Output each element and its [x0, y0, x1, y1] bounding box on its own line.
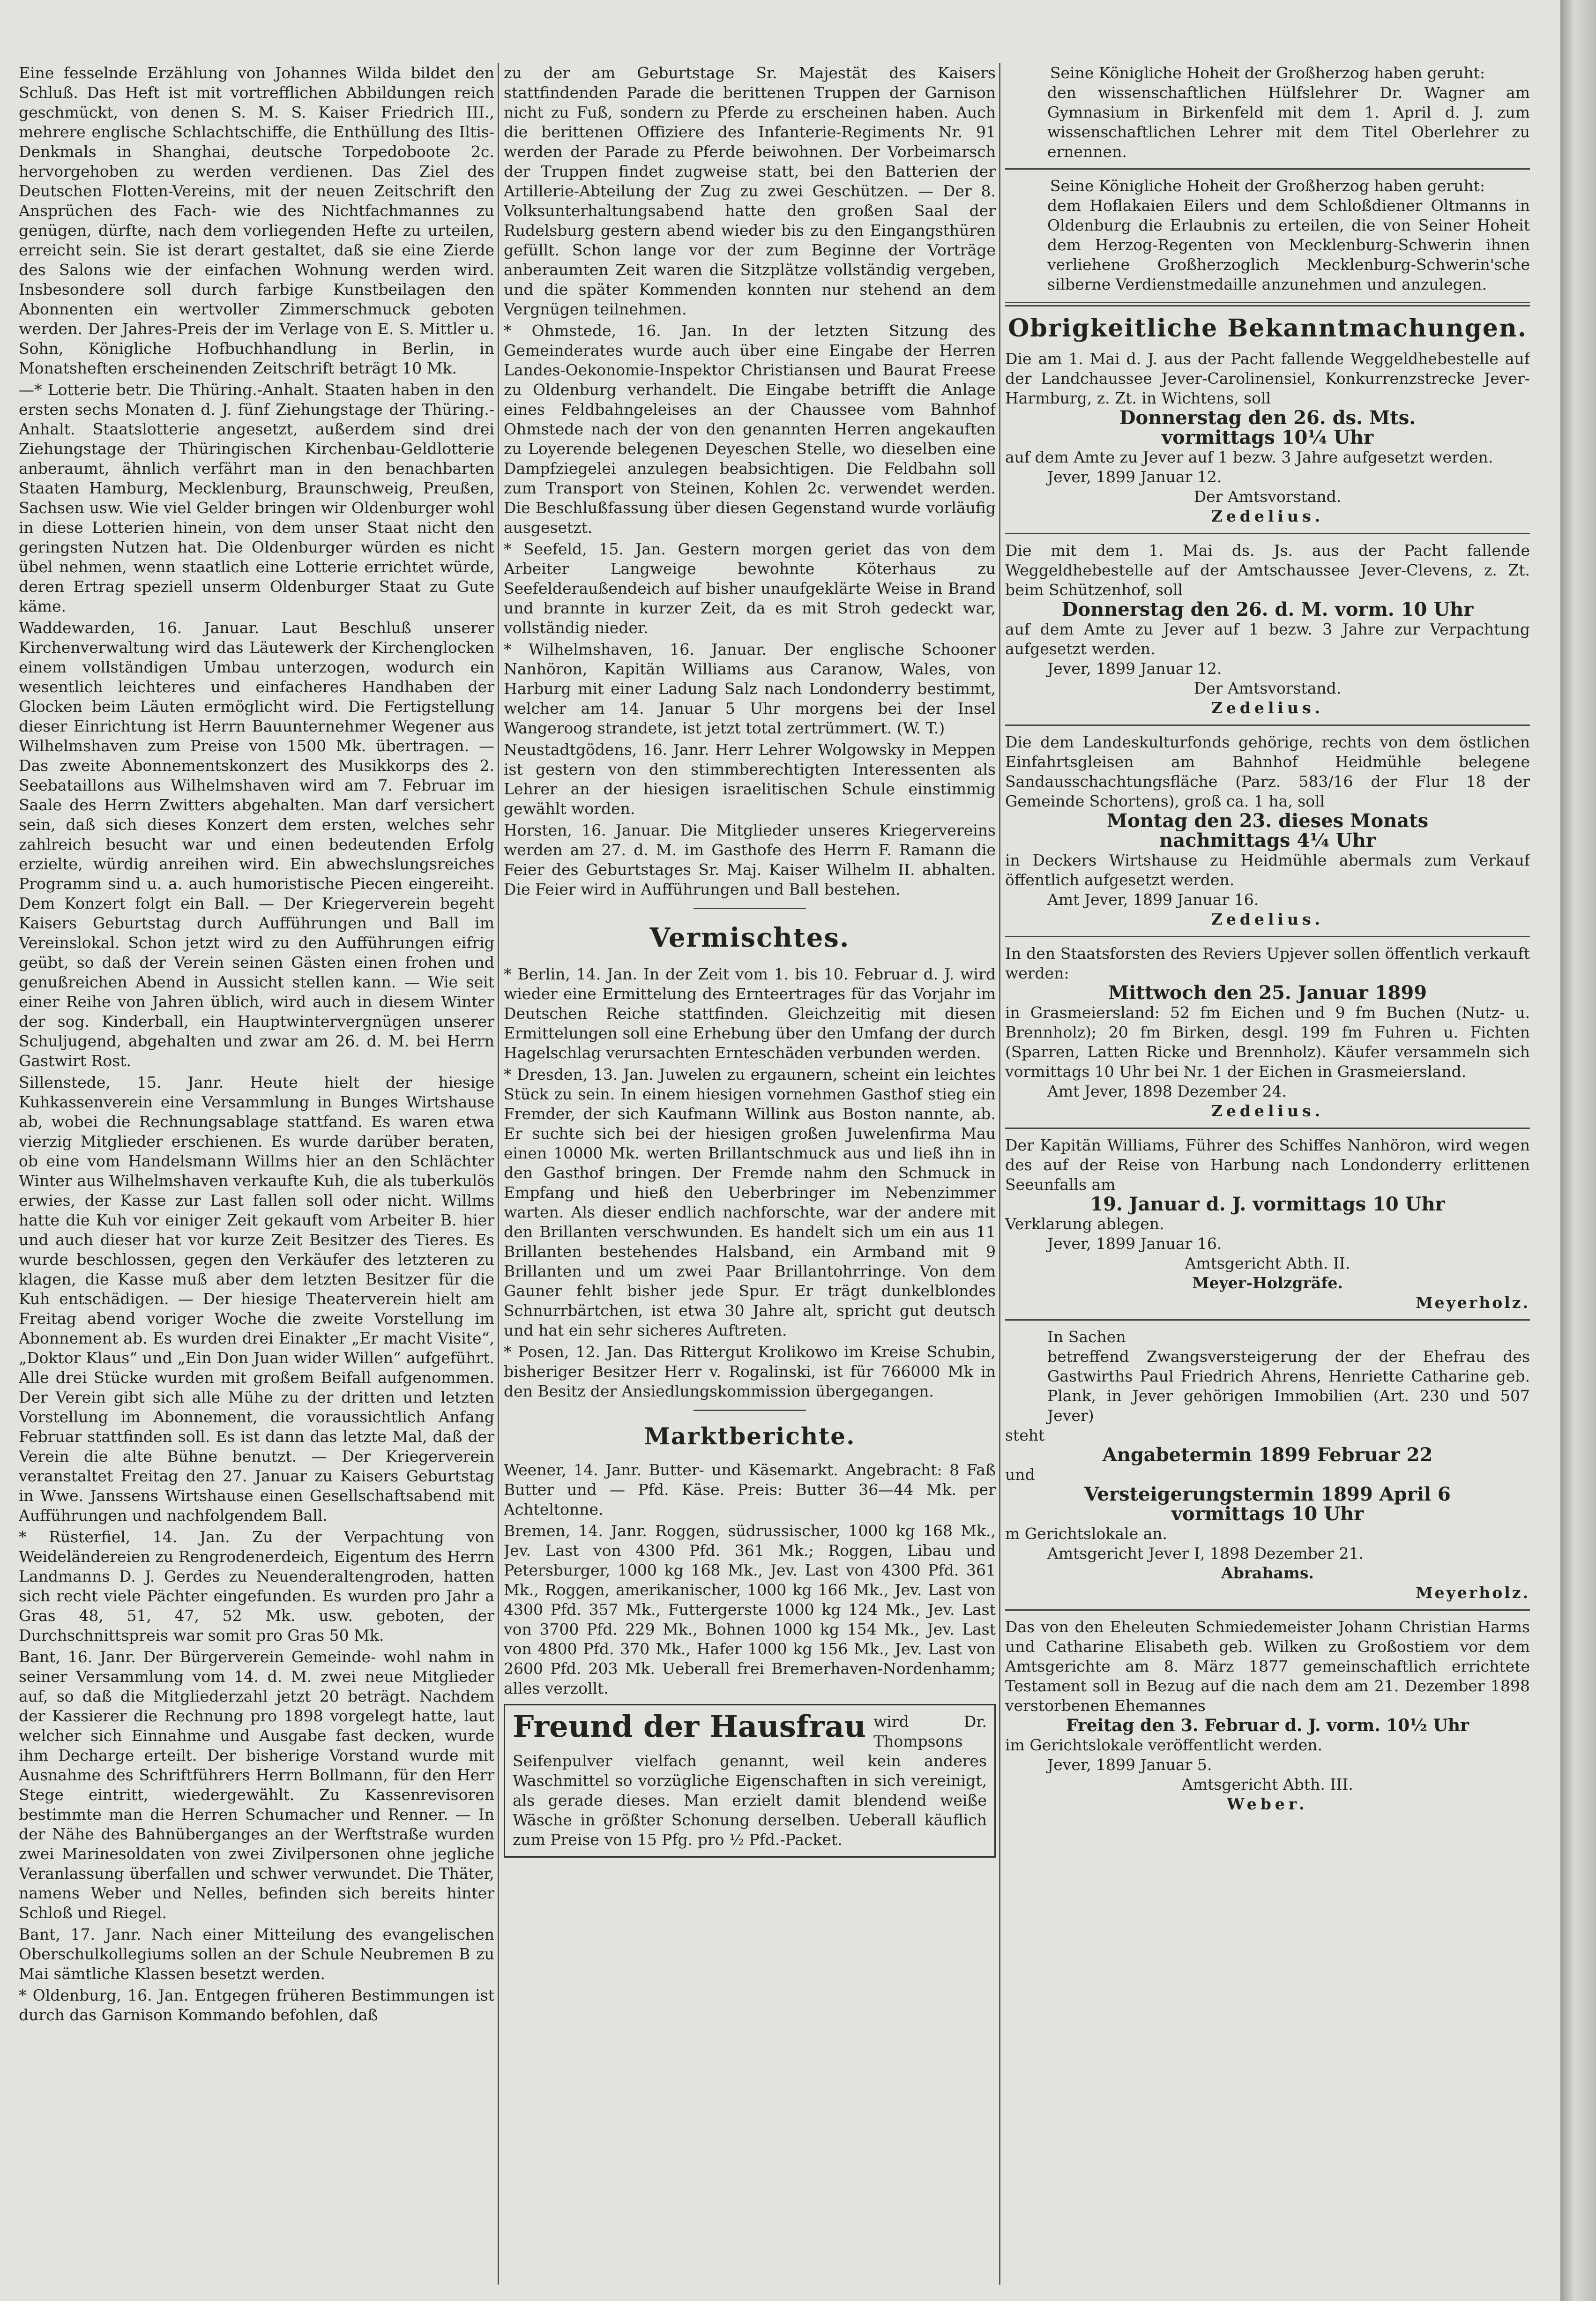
- notice-weggeld-1: [1005, 349, 1530, 526]
- notice-forest-sale: [1005, 944, 1530, 1121]
- section-divider: [694, 1410, 806, 1411]
- notice-rest: Verklarung ablegen.: [1005, 1215, 1164, 1233]
- notice-place: Amtsgericht Jever I, 1898 Dezember 21.: [1047, 1544, 1364, 1562]
- advertisement-box: [504, 1704, 996, 1858]
- notice-text: Die am 1. Mai d. J. aus der Pacht fallende Weggeldhebestelle auf der Landchaussee Jever-Carolinensiel, Konkurrenzstrecke Jever-Harmburg, z. Zt. in Wichtens, soll: [1005, 350, 1530, 407]
- notice-office: Der Amtsvorstand.: [1193, 487, 1342, 506]
- notice-name: Abrahams.: [1221, 1564, 1314, 1582]
- notice-text: In den Staatsforsten des Reviers Upjever sollen öffentlich verkauft werden:: [1005, 944, 1530, 982]
- notice-signature: Meyerholz.: [1416, 1584, 1530, 1602]
- notice-appointment: [1005, 63, 1530, 162]
- article-paragraph: * Berlin, 14. Jan. In der Zeit vom 1. bis 10. Februar d. J. wird wieder eine Ermittelung des Ernteertrages für das Vorjahr im Deutschen Reiche stattfinden. Gleichzeitig mit diesen Ermittelungen soll eine Erhebung über den Umfang der durch Hagelschlag verursachten Ernteschäden verbunden werden.: [504, 965, 996, 1062]
- page-edge: [1560, 0, 1596, 2301]
- notice-divider: [1005, 533, 1530, 534]
- notice-place: Amt Jever, 1898 Dezember 24.: [1047, 1082, 1287, 1100]
- notice-rest: m Gerichtslokale an.: [1005, 1524, 1168, 1543]
- advertisement-text: wird Dr. Thompsons Seifenpulver vielfach genannt, weil kein anderes Waschmittel so vorzügliche Eigenschaften in sich vereinigt, als gerade dieses. Man erzielt damit blendend weiße Wäsche in größter Schonung derselben. Ueberall käuflich zum Preise von 15 Pfg. pro ½ Pfd.-Packet.: [513, 1712, 987, 1849]
- column-divider: [498, 63, 499, 2285]
- notice-auction: [1005, 1327, 1530, 1603]
- notice-steht: steht: [1005, 1426, 1045, 1444]
- article-paragraph: Bant, 17. Janr. Nach einer Mitteilung des evangelischen Oberschulkollegiums sollen an der Schule Neubremen B zu Mai sämtliche Klassen besetzt werden.: [19, 1925, 494, 1983]
- notice-signature: Weber.: [1227, 1795, 1308, 1813]
- notice-place: Jever, 1899 Januar 16.: [1047, 1234, 1222, 1253]
- notice-date: Donnerstag den 26. ds. Mts.: [1119, 407, 1416, 429]
- section-title-marktberichte: Marktberichte.: [644, 1422, 856, 1450]
- column-1: [19, 63, 494, 2285]
- notice-office: Amtsgericht Abth. II.: [1185, 1254, 1350, 1272]
- article-paragraph: Neustadtgödens, 16. Janr. Herr Lehrer Wolgowsky in Meppen ist gestern von den stimmberechtigten Interessenten als Lehrer an der hiesigen israelitischen Schule einstimmig gewählt worden.: [504, 740, 996, 818]
- notice-signature: Zedelius.: [1211, 507, 1324, 525]
- article-paragraph: Waddewarden, 16. Januar. Laut Beschluß unserer Kirchenverwaltung wird das Läutewerk der Kirchenglocken einem vollständigen Umbau unterzogen, wodurch ein wesentlich leichteres und einfacheres Handhaben der Glocken beim Läuten ermöglicht wird. Die Fertigstellung dieser Einrichtung ist Herrn Bauunternehmer Wegener aus Wilhelmshaven zum Preise von 1500 Mk. übertragen. — Das zweite Abonnementskonzert des Musikkorps des 2. Seebataillons aus Wilhelmshaven wird am 7. Februar im Saale des Herrn Zwitters abgehalten. Man darf versichert sein, daß sich dieses Konzert dem ersten, welches sehr zahlreich besucht war und einen bedeutenden Erfolg erzielte, würdig anreihen wird. Ein abwechslungsreiches Programm sind u. a. auch humoristische Piecen eingereiht. Dem Konzert folgt ein Ball. — Der Kriegerverein begeht Kaisers Geburtstag durch Aufführungen und Ball im Vereinslokal. Schon jetzt wird zu den Aufführungen eifrig geübt, so daß der Verein seinen Gästen einen frohen und genußreichen Abend in Aussicht stellen kann. — Wie seit einer Reihe von Jahren üblich, wird auch in diesem Winter der sog. Kinderball, ein Hauptwintervergnügen unserer Schuljugend, abgehalten und zwar am 26. d. M. bei Herrn Gastwirt Rost.: [19, 619, 494, 1070]
- notice-office: Amtsgericht Abth. III.: [1182, 1775, 1353, 1793]
- notice-body: den wissenschaftlichen Hülfslehrer Dr. Wagner am Gymnasium in Birkenfeld mit dem 1. April d. J. zum wissenschaftlichen Lehrer mit dem Titel Oberlehrer zu ernennen.: [1047, 83, 1530, 161]
- notice-text: Die dem Landeskulturfonds gehörige, rechts von dem östlichen Einfahrtsgleisen am Bahnhof Heidmühle belegene Sandausschachtungsfläche (Parz. 583/16 der Flur 18 der Gemeinde Schortens), groß ca. 1 ha, soll: [1005, 733, 1530, 810]
- notice-heading: Seine Königliche Hoheit der Großherzog haben geruht:: [1050, 64, 1485, 82]
- notice-signature: Zedelius.: [1211, 699, 1324, 717]
- notice-date: Donnerstag den 26. d. M. vorm. 10 Uhr: [1061, 598, 1474, 620]
- notice-captain: [1005, 1136, 1530, 1313]
- notice-divider: [1005, 168, 1530, 170]
- section-divider: [1005, 302, 1530, 306]
- notice-place: Amt Jever, 1899 Januar 16.: [1047, 890, 1259, 909]
- article-paragraph: * Seefeld, 15. Jan. Gestern morgen geriet das von dem Arbeiter Langweige bewohnte Köterhaus zu Seefelderaußendeich auf bisher unaufgeklärte Weise in Brand und brannte in kurzer Zeit, da es mit Stroh gedeckt war, vollständig nieder.: [504, 540, 996, 637]
- article-paragraph: —* Lotterie betr. Die Thüring.-Anhalt. Staaten haben in den ersten sechs Monaten d. J. fünf Ziehungstage der Thüring.-Anhalt. Staatslotterie angesetzt, außerdem sind drei Ziehungstage der Thüringischen Kirchenbau-Geldlotterie anberaumt, ähnlich verfährt man in den benachbarten Staaten Hamburg, Mecklenburg, Braunschweig, Preußen, Sachsen usw. Wie viel Gelder bringen wir Oldenburger wohl in diese Lotterien hinein, von dem unser Staat nicht den geringsten Nutzen hat. Die Oldenburger würden es nicht übel nehmen, wenn staatlich eine Lotterie errichtet würde, deren Ertrag speziell unserm Oldenburger Staat zu Gute käme.: [19, 381, 494, 615]
- notice-divider: [1005, 1319, 1530, 1321]
- notice-text: betreffend Zwangsversteigerung der der Ehefrau des Gastwirths Paul Friedrich Ahrens, Henriette Catharine geb. Plank, in Jever gehörigen Immobilien (Art. 230 und 507 Jever): [1047, 1347, 1530, 1425]
- notice-signature: Meyerholz.: [1416, 1293, 1530, 1312]
- notice-rest: in Grasmeiersland: 52 fm Eichen und 9 fm Buchen (Nutz- u. Brennholz); 20 fm Birken, desgl. 199 fm Fuhren u. Fichten (Sparren, Latten Ricke und Brennholz). Käufer versammeln sich vormittags 10 Uhr bei Nr. 1 der Eichen in Grasmeiersland.: [1005, 1003, 1530, 1081]
- notice-date: Angabetermin 1899 Februar 22: [1102, 1444, 1433, 1466]
- notice-date: 19. Januar d. J. vormittags 10 Uhr: [1090, 1193, 1445, 1215]
- notice-testament: [1005, 1617, 1530, 1814]
- notice-place: Jever, 1899 Januar 12.: [1047, 468, 1222, 486]
- notice-date: Freitag den 3. Februar d. J. vorm. 10½ Uhr: [1066, 1716, 1469, 1735]
- article-paragraph: * Oldenburg, 16. Jan. Entgegen früheren Bestimmungen ist durch das Garnison Kommando befohlen, daß: [19, 1986, 494, 2024]
- column-2: [504, 63, 996, 2285]
- notice-und: und: [1005, 1465, 1035, 1484]
- notice-text: Der Kapitän Williams, Führer des Schiffes Nanhöron, wird wegen des auf der Reise von Harbung nach Londonderry erlittenen Seeunfalls am: [1005, 1136, 1530, 1194]
- notice-rest: im Gerichtslokale veröffentlicht werden.: [1005, 1736, 1322, 1754]
- notice-text: Das von den Eheleuten Schmiedemeister Johann Christian Harms und Catharine Elisabeth geb. Wilken zu Großostiem vor dem Amtsgerichte am 8. März 1877 gemeinschaftlich errichtete Testament soll in Bezug auf die nach dem am 21. Dezember 1898 verstorbenen Ehemannes: [1005, 1618, 1530, 1715]
- notice-time: vormittags 10¼ Uhr: [1161, 426, 1374, 448]
- article-paragraph: * Dresden, 13. Jan. Juwelen zu ergaunern, scheint ein leichtes Stück zu sein. In einem hiesigen vornehmen Gasthof stieg ein Fremder, der sich Kaufmann Willink aus Boston nannte, ab. Er suchte sich bei der hiesigen großen Juwelenfirma Mau einen 10000 Mk. werten Brillantschmuck aus und ließ ihn in den Gasthof bringen. Der Fremde nahm den Schmuck in Empfang und hieß den Ueberbringer im Nebenzimmer warten. Als dieser endlich nachforschte, war der andere mit den Brillanten verschwunden. Es handelt sich um ein aus 11 Brillanten bestehendes Halsband, ein Armband mit 9 Brillanten und um zwei Paar Brillantohrringe. Von dem Gauner fehlt bisher jede Spur. Er trägt dunkelblondes Schnurrbärtchen, ist etwa 30 Jahre alt, spricht gut deutsch und hat ein sehr sicheres Auftreten.: [504, 1065, 996, 1339]
- column-3: [1005, 63, 1530, 2285]
- notice-heading: Seine Königliche Hoheit der Großherzog haben geruht:: [1050, 177, 1485, 195]
- notice-divider: [1005, 1128, 1530, 1129]
- market-report: Weener, 14. Janr. Butter- und Käsemarkt. Angebracht: 8 Faß Butter und — Pfd. Käse. Preis: Butter 36—44 Mk. per Achteltonne.: [504, 1461, 996, 1518]
- article-paragraph: * Ohmstede, 16. Jan. In der letzten Sitzung des Gemeinderates wurde auch über eine Eingabe der Herren Landes-Oekonomie-Inspektor Christiansen und Baurat Freese zu Oldenburg verhandelt. Die Eingabe betrifft die Anlage eines Feldbahngeleises an der Chaussee vom Bahnhof Ohmstede nach der von den genannten Herren angekauften zu Loyerende belegenen Deyeschen Stelle, wo dieselben eine Dampfziegelei anzulegen beabsichtigen. Die Feldbahn soll zum Transport von Steinen, Kohlen 2c. verwendet werden. Die Beschlußfassung über diesen Gegenstand wurde vorläufig ausgesetzt.: [504, 321, 996, 537]
- notice-date: Mittwoch den 25. Januar 1899: [1108, 982, 1427, 1004]
- notice-rest: in Deckers Wirtshause zu Heidmühle abermals zum Verkauf öffentlich aufgesetzt werden.: [1005, 851, 1530, 889]
- notice-office: Der Amtsvorstand.: [1193, 679, 1342, 697]
- article-paragraph: zu der am Geburtstage Sr. Majestät des Kaisers stattfindenden Parade die berittenen Truppen der Garnison nicht zu Fuß, sondern zu Pferde zu erscheinen haben. Auch die berittenen Offiziere des Infanterie-Regiments Nr. 91 werden der Parade zu Pferde beiwohnen. Der Vorbeimarsch der Truppen findet zugweise statt, bei den Batterien der Artillerie-Abteilung der Zug zu zwei Geschützen. — Der 8. Volksunterhaltungsabend hatte den großen Saal der Rudelsburg gestern abend wieder bis zu den Eingangsthüren gefüllt. Schon lange vor der zum Beginne der Vorträge anberaumten Zeit waren die Sitzplätze vollständig vergeben, und die später Kommenden konnten nur stehend an dem Vergnügen teilnehmen.: [504, 64, 996, 318]
- section-title-bekanntmachungen: Obrigkeitliche Bekanntmachungen.: [1008, 314, 1527, 343]
- notice-signature: Zedelius.: [1211, 1102, 1324, 1120]
- article-paragraph: * Wilhelmshaven, 16. Januar. Der englische Schooner Nanhöron, Kapitän Williams aus Caranow, Wales, von Harburg mit einer Ladung Salz nach Londonderry bestimmt, welcher am 14. Januar 5 Uhr morgens bei der Insel Wangeroog strandete, ist jetzt total zertrümmert. (W. T.): [504, 640, 996, 737]
- notice-body: dem Hoflakaien Eilers und dem Schloßdiener Oltmanns in Oldenburg die Erlaubnis zu erteilen, die von Seiner Hoheit dem Herzog-Regenten von Mecklenburg-Schwerin ihnen verliehene Großherzoglich Mecklenburg-Schwerin'sche silberne Verdienstmedaille anzunehmen und anzulegen.: [1047, 196, 1530, 293]
- notice-text: Die mit dem 1. Mai ds. Js. aus der Pacht fallende Weggeldhebestelle auf der Amtschaussee Jever-Clevens, z. Zt. beim Schützenhof, soll: [1005, 541, 1530, 599]
- article-paragraph: * Rüsterfiel, 14. Jan. Zu der Verpachtung von Weideländereien zu Rengrodenerdeich, Eigentum des Herrn Landmanns D. J. Gerdes zu Neuenderaltengroden, hatten sich recht viele Pächter eingefunden. Es wurden pro Jahr a Gras 48, 51, 47, 52 Mk. usw. geboten, der Durchschnittspreis war somit pro Gras 50 Mk.: [19, 1528, 494, 1644]
- notice-sand-area: [1005, 732, 1530, 929]
- notice-divider: [1005, 725, 1530, 726]
- notice-rest: auf dem Amte zu Jever auf 1 bezw. 3 Jahre aufgesetzt werden.: [1005, 448, 1493, 466]
- notice-place: Jever, 1899 Januar 5.: [1047, 1756, 1212, 1774]
- notice-time: nachmittags 4¼ Uhr: [1159, 829, 1376, 852]
- notice-time: vormittags 10 Uhr: [1171, 1503, 1364, 1525]
- article-paragraph: Bant, 16. Janr. Der Bürgerverein Gemeinde- wohl nahm in seiner Versammlung vom 14. d. M. zwei neue Mitglieder auf, so daß die Mitgliederzahl jetzt 20 beträgt. Nachdem der Kassierer die Rechnung pro 1898 vorgelegt hatte, laut welcher sich Einnahme und Ausgabe fast decken, wurde ihm Decharge erteilt. Der bisherige Vorstand wurde mit Ausnahme des Schriftführers Herrn Bollmann, für den Herr Stege eintritt, wiedergewählt. Zu Kassenrevisoren bestimmte man die Herren Schumacher und Renner. — In der Nähe des Bahnüberganges an der Werftstraße wurden zwei Marinesoldaten von zwei Zivilpersonen ohne jegliche Veranlassung überfallen und schwer verwundet. Die Thäter, namens Weber und Nelles, befinden sich bereits hinter Schloß und Riegel.: [19, 1648, 494, 1922]
- notice-date: Versteigerungstermin 1899 April 6: [1084, 1483, 1451, 1505]
- notice-permission: [1005, 176, 1530, 294]
- notice-divider: [1005, 1609, 1530, 1611]
- article-paragraph: * Posen, 12. Jan. Das Rittergut Krolikowo im Kreise Schubin, bisheriger Besitzer Herr v. Rogalinski, ist für 766000 Mk in den Besitz der Ansiedlungskommission übergegangen.: [504, 1343, 996, 1400]
- notice-divider: [1005, 936, 1530, 937]
- notice-place: Jever, 1899 Januar 12.: [1047, 659, 1222, 678]
- notice-weggeld-2: [1005, 541, 1530, 718]
- article-paragraph: Horsten, 16. Januar. Die Mitglieder unseres Kriegervereins werden am 27. d. M. im Gasthofe des Herrn F. Ramann die Feier des Geburtstages Sr. Maj. Kaiser Wilhelm II. abhalten. Die Feier wird in Aufführungen und Ball bestehen.: [504, 821, 996, 898]
- article-paragraph: Sillenstede, 15. Janr. Heute hielt der hiesige Kuhkassenverein eine Versammlung in Bunges Wirtshause ab, wobei die Rechnungsablage stattfand. Es waren etwa vierzig Mitglieder erschienen. Es wurde darüber beraten, ob eine vom Handelsmann Willms hier an den Schlächter Winter aus Wilhelmshaven verkaufte Kuh, die als tuberkulös erwies, der Kasse zur Last fallen soll oder nicht. Willms hatte die Kuh vor einiger Zeit gekauft vom Arbeiter B. hier und auch dieser hat vor kurze Zeit Besitzer des Tieres. Es wurde beschlossen, gegen den Verkäufer des letzteren zu klagen, die Kasse muß aber dem letzten Besitzer für die Kuh entschädigen. — Der hiesige Theaterverein hielt am Freitag abend voriger Woche die zweite Vorstellung im Abonnement ab. Es wurden drei Einakter „Er macht Visite“, „Doktor Klaus“ und „Ein Don Juan wider Willen“ aufgeführt. Alle drei Stücke wurden mit großem Beifall aufgenommen. Der Verein gibt sich alle Mühe zu der dritten und letzten Vorstellung im Abonnement, die voraussichtlich Anfang Februar stattfinden soll. Es ist dann das letzte Mal, daß der Verein die alte Bühne benutzt. — Der Kriegerverein veranstaltet Freitag den 27. Januar zu Kaisers Geburtstag in Wwe. Janssens Wirtshause einen Gesellschaftsabend mit Aufführungen und nachfolgendem Ball.: [19, 1073, 494, 1524]
- notice-date: Montag den 23. dieses Monats: [1106, 810, 1429, 832]
- article-paragraph: Eine fesselnde Erzählung von Johannes Wilda bildet den Schluß. Das Heft ist mit vortrefflichen Abbildungen reich geschmückt, von denen S. M. S. Kaiser Friedrich III., mehrere englische Schlachtschiffe, die Enthüllung des Iltis-Denkmals in Shanghai, deutsche Torpedoboote 2c. hervorgehoben zu werden verdienen. Das Ziel des Deutschen Flotten-Vereins, mit der neuen Zeitschrift den Ansprüchen des Fach- wie des Nichtfachmannes zu genügen, dürfte, nach dem vorliegenden Hefte zu urteilen, erreicht sein. Sie ist derart gestaltet, daß sie eine Zierde des Salons wie der einfachen Wohnung werden wird. Insbesondere soll durch farbige Kunstbeilagen den Abonnenten ein wertvoller Zimmerschmuck geboten werden. Der Jahres-Preis der im Verlage von E. S. Mittler u. Sohn, Königliche Hofbuchhandlung in Berlin, in Monatsheften erscheinenden Zeitschrift beträgt 10 Mk.: [19, 64, 494, 377]
- notice-intro: In Sachen: [1047, 1328, 1126, 1346]
- column-divider: [999, 63, 1000, 2285]
- section-divider: [694, 908, 806, 909]
- section-title-vermischtes: Vermischtes.: [649, 922, 850, 953]
- advertisement-title: Freund der Hausfrau: [513, 1709, 866, 1744]
- market-report: Bremen, 14. Janr. Roggen, südrussischer, 1000 kg 168 Mk., Jev. Last von 4300 Pfd. 361 Mk.; Roggen, Libau und Petersburger, 1000 kg 168 Mk., Jev. Last von 4300 Pfd. 361 Mk., Roggen, amerikanischer, 1000 kg 166 Mk., Jev. Last von 4300 Pfd. 357 Mk., Futtergerste 1000 kg 124 Mk., Jev. Last von 3700 Pfd. 229 Mk., Bohnen 1000 kg 154 Mk., Jev. Last von 4800 Pfd. 370 Mk., Hafer 1000 kg 156 Mk., Jev. Last von 2600 Pfd. 203 Mk. Ueberall frei Bremerhaven-Nordenhamm; alles verzollt.: [504, 1522, 996, 1697]
- notice-signature: Zedelius.: [1211, 910, 1324, 928]
- notice-rest: auf dem Amte zu Jever auf 1 bezw. 3 Jahre zur Verpachtung aufgesetzt werden.: [1005, 620, 1530, 658]
- notice-name: Meyer-Holzgräfe.: [1192, 1274, 1343, 1292]
